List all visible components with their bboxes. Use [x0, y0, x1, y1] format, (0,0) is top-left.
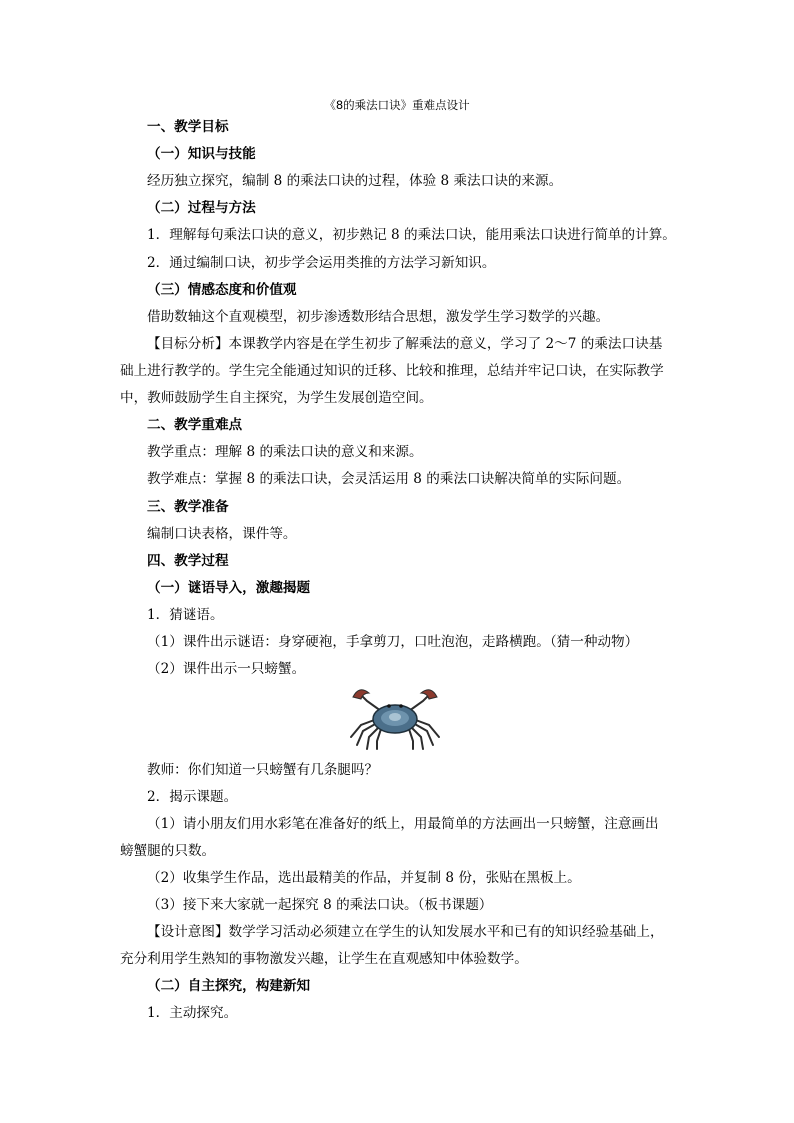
paragraph: （1）课件出示谜语：身穿硬袍，手拿剪刀，口吐泡泡，走路横跑。（猜一种动物） [147, 634, 639, 650]
paragraph: 2．通过编制口诀，初步学会运用类推的方法学习新知识。 [147, 255, 496, 271]
paragraph: （3）接下来大家就一起探究 8 的乘法口诀。（板书课题） [147, 897, 493, 913]
paragraph: （2）收集学生作品，选出最精美的作品，并复制 8 份，张贴在黑板上。 [147, 870, 581, 886]
paragraph: 充分利用学生熟知的事物激发兴趣，让学生在直观感知中体验数学。 [120, 951, 528, 967]
crab-illustration [343, 685, 447, 751]
paragraph: 2．揭示课题。 [147, 789, 238, 805]
subheading-riddle-intro: （一）谜语导入，激趣揭题 [147, 580, 311, 596]
document-title: 《8的乘法口诀》重难点设计 [324, 98, 470, 112]
heading-teaching-process: 四、教学过程 [147, 553, 229, 569]
paragraph: 中，教师鼓励学生自主探究，为学生发展创造空间。 [120, 390, 433, 406]
subheading-self-exploration: （二）自主探究，构建新知 [147, 978, 311, 994]
subheading-emotion-values: （三）情感态度和价值观 [147, 282, 297, 298]
paragraph: 螃蟹腿的只数。 [120, 843, 216, 859]
paragraph: 教学重点：理解 8 的乘法口诀的意义和来源。 [147, 444, 423, 460]
subheading-knowledge-skills: （一）知识与技能 [147, 146, 256, 162]
paragraph: 1．猜谜语。 [147, 607, 224, 623]
heading-teaching-goals: 一、教学目标 [147, 119, 229, 135]
subheading-process-method: （二）过程与方法 [147, 200, 256, 216]
paragraph: 【设计意图】数学学习活动必须建立在学生的认知发展水平和已有的知识经验基础上， [147, 924, 664, 940]
paragraph: 借助数轴这个直观模型，初步渗透数形结合思想，激发学生学习数学的兴趣。 [147, 309, 610, 325]
paragraph: 础上进行教学的。学生完全能通过知识的迁移、比较和推理，总结并牢记口诀，在实际教学 [120, 363, 664, 379]
heading-preparation: 三、教学准备 [147, 499, 229, 515]
paragraph: 教学难点：掌握 8 的乘法口诀，会灵活运用 8 的乘法口诀解决简单的实际问题。 [147, 471, 631, 487]
paragraph: 【目标分析】本课教学内容是在学生初步了解乘法的意义，学习了 2～7 的乘法口诀基 [147, 336, 663, 352]
paragraph: 1．理解每句乘法口诀的意义，初步熟记 8 的乘法口诀，能用乘法口诀进行简单的计算。 [147, 227, 676, 243]
paragraph: 教师：你们知道一只螃蟹有几条腿吗？ [147, 762, 379, 778]
heading-key-difficulties: 二、教学重难点 [147, 417, 243, 433]
paragraph: （2）课件出示一只螃蟹。 [147, 661, 306, 677]
paragraph: 1．主动探究。 [147, 1005, 238, 1021]
paragraph: （1）请小朋友们用水彩笔在准备好的纸上，用最简单的方法画出一只螃蟹，注意画出 [147, 816, 659, 832]
paragraph: 编制口诀表格，课件等。 [147, 526, 297, 542]
paragraph: 经历独立探究，编制 8 的乘法口诀的过程，体验 8 乘法口诀的来源。 [147, 173, 563, 189]
